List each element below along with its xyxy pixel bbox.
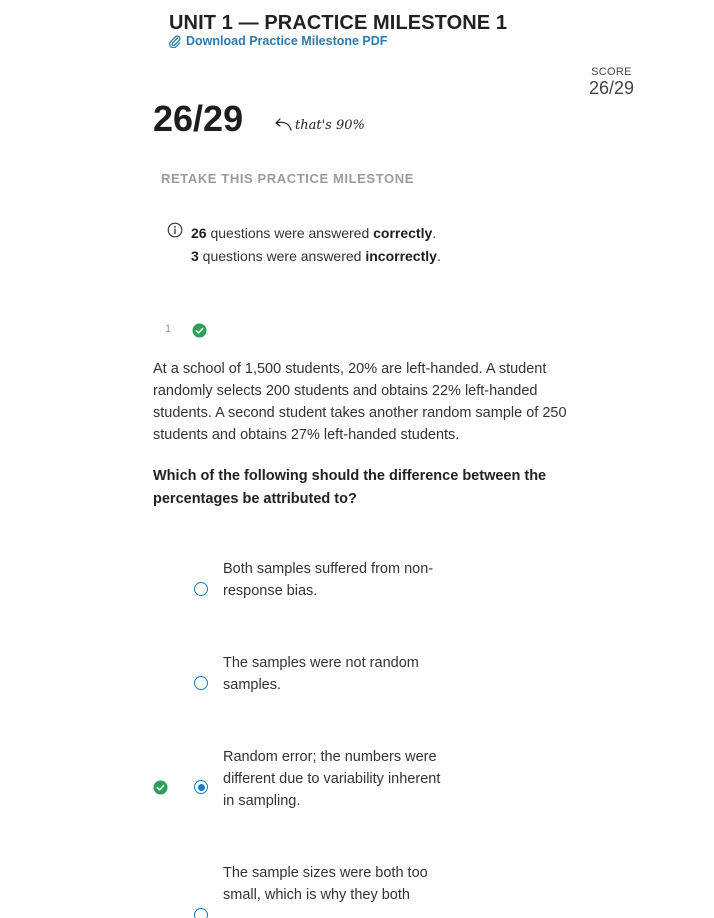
- radio-button-selected[interactable]: [194, 780, 208, 794]
- score-value: 26/29: [588, 78, 634, 98]
- answer-option-text: Both samples suffered from non-response bias.: [223, 561, 434, 599]
- answer-option-text: Random error; the numbers were different due to variability inherent in sampling.: [223, 749, 441, 809]
- percent-annotation-text: that's 90%: [295, 117, 365, 133]
- score-box: [589, 66, 634, 99]
- download-pdf-link[interactable]: [168, 34, 387, 48]
- page-title: UNIT 1 — PRACTICE MILESTONE 1: [169, 12, 508, 34]
- results-summary: [191, 222, 441, 268]
- download-pdf-label: Download Practice Milestone PDF: [186, 34, 388, 48]
- check-circle-icon: [192, 323, 207, 338]
- correct-summary-text: questions were answered: [206, 225, 374, 241]
- check-circle-icon: [153, 780, 168, 795]
- radio-button[interactable]: [194, 582, 208, 596]
- question-prompt: Which of the following should the difference between the percentages be attributed to?: [153, 468, 547, 507]
- score-label: SCORE: [591, 66, 632, 78]
- incorrect-period: .: [436, 248, 441, 264]
- radio-button[interactable]: [194, 908, 208, 918]
- question-text: At a school of 1,500 students, 20% are left-handed. A student randomly selects 200 students and obtains 22% left-handed students. A second student takes another random sample of 250 students and obtains 27% left-handed students.: [153, 361, 567, 443]
- retake-milestone-button[interactable]: RETAKE THIS PRACTICE MILESTONE: [161, 171, 414, 186]
- curved-arrow-icon: [273, 116, 293, 134]
- paperclip-icon: [168, 34, 182, 48]
- correct-count: 26: [191, 225, 207, 241]
- percent-annotation: [273, 116, 365, 134]
- incorrect-summary-line: [191, 245, 441, 268]
- info-icon: [167, 222, 183, 238]
- answer-option-text: The sample sizes were both too small, which is why they both: [223, 865, 428, 903]
- incorrect-word: incorrectly: [365, 248, 437, 264]
- incorrect-summary-text: questions were answered: [198, 248, 366, 264]
- incorrect-count: 3: [191, 248, 199, 264]
- correct-period: .: [432, 225, 437, 241]
- radio-button[interactable]: [194, 676, 208, 690]
- correct-word: correctly: [373, 225, 433, 241]
- big-score: 26/29: [153, 98, 244, 139]
- correct-summary-line: [191, 222, 441, 245]
- answer-option-text: The samples were not random samples.: [223, 655, 419, 693]
- question-number: 1: [165, 323, 172, 335]
